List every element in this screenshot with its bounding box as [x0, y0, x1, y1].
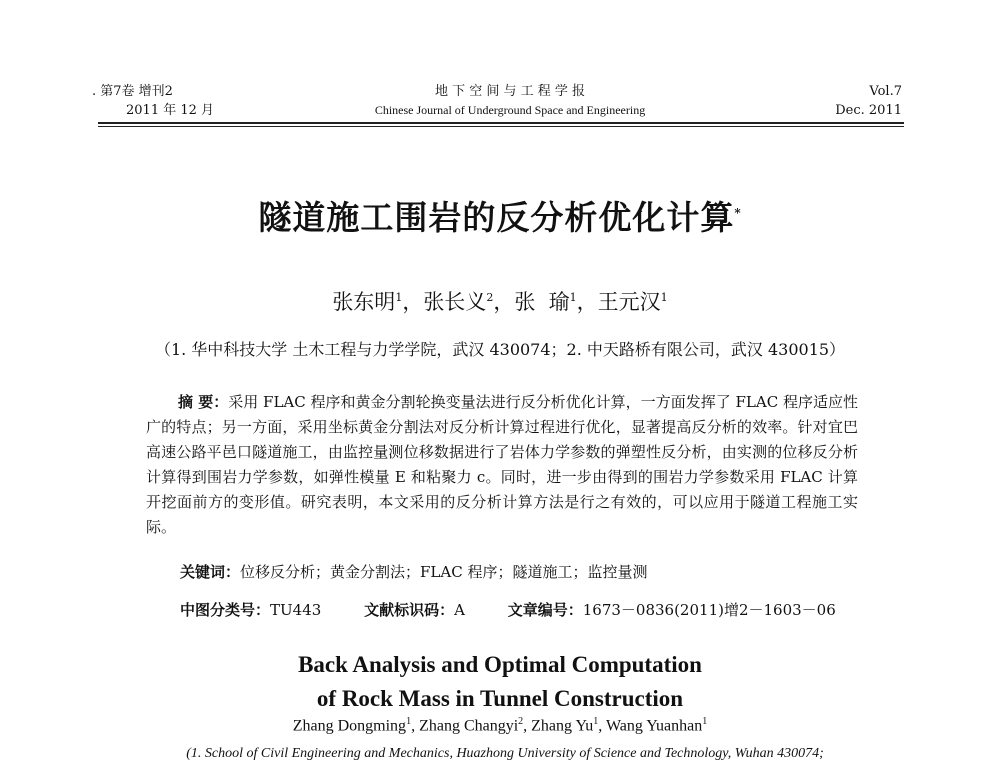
- header-volume-issue: . 第7卷 增刊2: [92, 84, 173, 99]
- header-vol: Vol.7: [869, 84, 902, 99]
- author-en: Zhang Yu: [531, 717, 594, 735]
- header-volume-en: [835, 82, 902, 120]
- author-en: Zhang Changyi: [419, 717, 519, 735]
- english-affiliation: (1. School of Civil Engineering and Mechanics, Huazhong University of Science and Technology, Wuhan 430074;: [186, 746, 824, 761]
- author-affil-mark: 1: [660, 291, 668, 304]
- doc-code-value: A: [454, 601, 465, 619]
- article-no-value: 1673－0836(2011)增2－1603－06: [582, 601, 836, 619]
- affiliation-cn: （1. 华中科技大学 土木工程与力学学院，武汉 430074；2. 中天路桥有限公司，武汉 430015）: [154, 340, 846, 359]
- keywords-line: [180, 561, 647, 582]
- title-footnote-mark: *: [734, 206, 742, 220]
- header-rule-thin: [98, 126, 904, 127]
- author-affil-mark: 2: [486, 291, 494, 304]
- abstract-label: 摘 要：: [178, 393, 229, 411]
- header-rule-thick: [98, 122, 904, 124]
- abstract-block: [146, 390, 858, 540]
- header-issue-info: [92, 82, 214, 120]
- paper-title: [0, 192, 1000, 239]
- paper-title-text: 隧道施工围岩的反分析优化计算: [258, 198, 735, 237]
- header-journal-name: [340, 82, 680, 120]
- author: 王元汉: [597, 290, 661, 314]
- author-en: Zhang Dongming: [292, 717, 407, 735]
- english-author-list: Zhang Dongming$^1$, Zhang Changyi$^2$, Zhang Yu$^1$, Wang Yuanhan$^1$: [292, 716, 708, 735]
- header-date-cn: 2011 年 12 月: [126, 103, 215, 118]
- classification-line: [180, 599, 836, 620]
- author: 张长义: [423, 290, 487, 314]
- journal-name-en: Chinese Journal of Underground Space and Engineering: [374, 103, 646, 117]
- doc-code-label: 文献标识码：: [364, 601, 455, 619]
- header-date-en: Dec. 2011: [835, 103, 902, 118]
- author-list: 张东明$^1$，张长义$^2$，张 瑜$^1$，王元汉$^1$: [332, 290, 668, 314]
- keywords-text: 位移反分析；黄金分割法；FLAC 程序；隧道施工；监控量测: [240, 563, 648, 581]
- keywords-label: 关键词：: [180, 563, 241, 581]
- english-title-line2: of Rock Mass in Tunnel Construction: [316, 686, 684, 711]
- author-affil-mark: 1: [406, 716, 412, 727]
- english-title-line1: Back Analysis and Optimal Computation: [298, 652, 702, 677]
- author-affil-mark: 2: [518, 716, 524, 727]
- author-affil-mark: 1: [395, 291, 403, 304]
- author-affil-mark: 1: [569, 291, 577, 304]
- author-affil-mark: 1: [593, 716, 599, 727]
- author: 张 瑜: [514, 290, 570, 314]
- journal-name-cn: 地 下 空 间 与 工 程 学 报: [434, 84, 586, 99]
- author: 张东明: [332, 290, 396, 314]
- clc-value: TU443: [270, 601, 322, 619]
- author-en: Wang Yuanhan: [605, 717, 703, 735]
- article-no-label: 文章编号：: [507, 601, 583, 619]
- clc-label: 中图分类号：: [180, 601, 271, 619]
- abstract-text: 采用 FLAC 程序和黄金分割轮换变量法进行反分析优化计算，一方面发挥了 FLAC 程序适应性广的特点；另一方面，采用坐标黄金分割法对反分析计算过程进行优化，显著提高反分析的效率。针对宜巴高速公路平邑口隧道施工，由监控量测位移数据进行了岩体力学参数的弹塑性反分析，由实测的位移反分析计算得到围岩力学参数，如弹性模量 E 和粘聚力 c。同时，进一步由得到的围岩力学参数采用 FLAC 计算开挖面前方的变形值。研究表明，本文采用的反分析计算方法是行之有效的，可以应用于隧道工程施工实际。: [146, 393, 858, 536]
- author-affil-mark: 1: [702, 716, 708, 727]
